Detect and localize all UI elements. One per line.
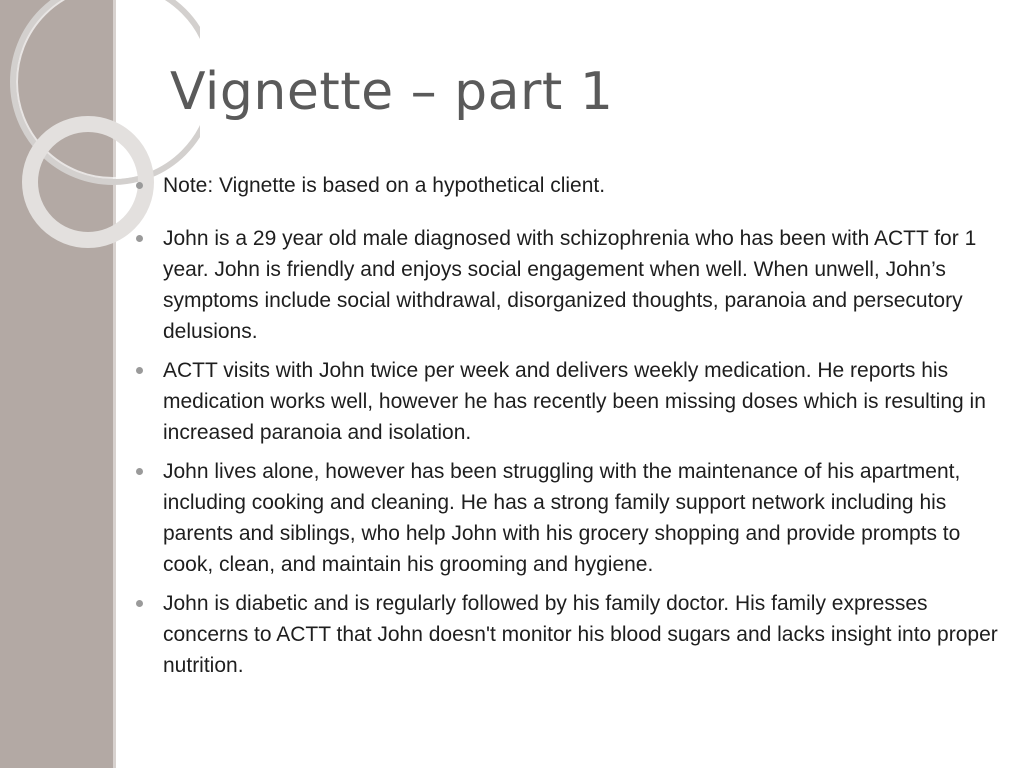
list-item bbox=[130, 170, 1002, 201]
bullet-icon bbox=[136, 235, 143, 242]
slide-title: Vignette – part 1 bbox=[170, 62, 614, 122]
bullet-list bbox=[130, 170, 1002, 689]
list-item bbox=[130, 588, 1002, 681]
bullet-text: John is diabetic and is regularly followed by his family doctor. His family expresses concerns to ACTT that John doesn't monitor his blood sugars and lacks insight into proper nutrition. bbox=[163, 592, 998, 677]
bullet-icon bbox=[136, 468, 143, 475]
list-item bbox=[130, 355, 1002, 448]
bullet-text: Note: Vignette is based on a hypothetical client. bbox=[163, 174, 606, 197]
bullet-text: John lives alone, however has been struggling with the maintenance of his apartment, including cooking and cleaning. He has a strong family support network including his parents and siblings, who help John with his grocery shopping and provide prompts to cook, clean, and maintain his grooming and hygiene. bbox=[163, 460, 961, 576]
list-item bbox=[130, 223, 1002, 347]
bullet-text: John is a 29 year old male diagnosed with schizophrenia who has been with ACTT for 1 year. John is friendly and enjoys social engagement when well. When unwell, John’s symptoms include social withdrawal, disorganized thoughts, paranoia and persecutory delusions. bbox=[163, 227, 977, 343]
bullet-icon bbox=[136, 600, 143, 607]
bullet-icon bbox=[136, 182, 143, 189]
bullet-icon bbox=[136, 367, 143, 374]
bullet-text: ACTT visits with John twice per week and delivers weekly medication. He reports his medication works well, however he has recently been missing doses which is resulting in increased paranoia and isolation. bbox=[163, 359, 986, 444]
list-item bbox=[130, 456, 1002, 580]
